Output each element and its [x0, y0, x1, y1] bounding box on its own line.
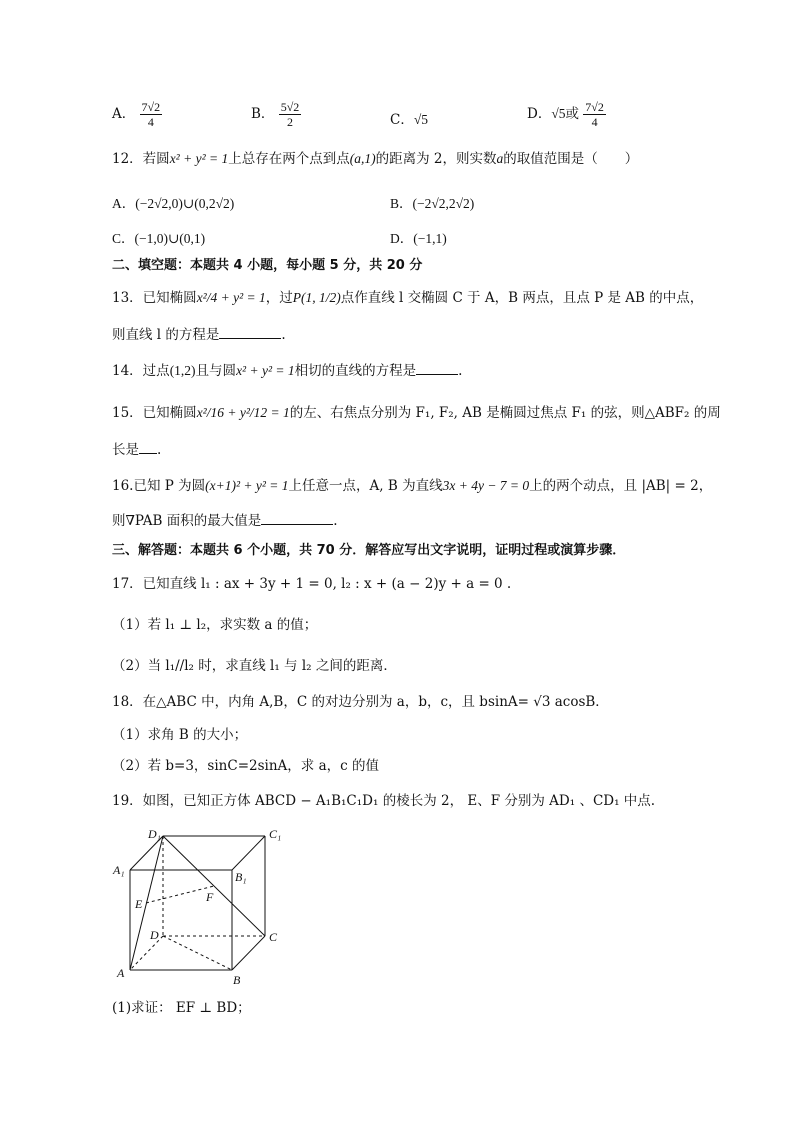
- denominator: 4: [147, 115, 154, 129]
- section-heading-solutions: 三、解答题：本题共 6 个小题，共 70 分．解答应写出文字说明，证明过程或演算步骤．: [112, 543, 626, 558]
- edge-d1a1: [130, 836, 163, 870]
- point: (a,1): [349, 151, 376, 166]
- denominator: 4: [591, 115, 598, 129]
- label-d1: D₁: [148, 827, 161, 841]
- ellipse-equation: x²/4 + y² = 1: [196, 290, 266, 305]
- text: 上总存在两个点到点: [228, 151, 350, 167]
- q17-part1: （1）若 l₁ ⊥ l₂，求实数 a 的值；: [112, 617, 318, 633]
- text: 点作直线 l 交椭圆 C 于 A，B 两点，且点 P 是 AB 的中点，: [340, 290, 704, 306]
- label-c1: C₁: [269, 827, 282, 841]
- edge-c1b1: [232, 836, 265, 870]
- q17-part2: （2）当 l₁//l₂ 时，求直线 l₁ 与 l₂ 之间的距离．: [112, 658, 397, 674]
- option-label: A．: [112, 106, 136, 122]
- text: 长是: [112, 442, 139, 458]
- text: 相切的直线的方程是: [294, 363, 417, 379]
- q11-option-d: [527, 100, 606, 129]
- q18-part2: （2）若 b=3，sinC=2sinA，求 a，c 的值: [112, 758, 379, 774]
- option-label: C．: [390, 112, 414, 128]
- numerator: 7√2: [141, 100, 161, 114]
- q12-option-d: D．(−1,1): [390, 231, 447, 246]
- q15-stem: [112, 403, 721, 423]
- q11-option-c: [390, 108, 428, 128]
- label-a: A: [117, 966, 125, 980]
- q14-stem: 14．过点(1,2)且与圆x² + y² = 1相切的直线的方程是 .: [112, 363, 463, 379]
- option-value: √5: [413, 112, 429, 127]
- point: (1,2): [169, 363, 196, 378]
- q18-part1: （1）求角 B 的大小；: [112, 727, 248, 743]
- cube-figure: [108, 822, 288, 992]
- text: 12．若圆: [112, 151, 170, 167]
- text: 的取值范围是（ ）: [503, 151, 639, 167]
- point: P(1, 1/2): [292, 290, 341, 305]
- diag-db: [163, 936, 232, 970]
- text: 则∇PAB 面积的最大值是: [112, 513, 262, 529]
- option-label: D．: [527, 106, 552, 122]
- label-a1: A₁: [113, 863, 125, 877]
- segment-ef: [146, 886, 214, 903]
- text: 15．已知椭圆: [112, 405, 197, 421]
- q13-stem: [112, 288, 703, 308]
- section-heading-fill-in: 二、填空题：本题共 4 小题，每小题 5 分，共 20 分: [112, 258, 423, 273]
- label-e: E: [135, 897, 143, 911]
- answer-blank: [219, 326, 281, 339]
- q16-line2: 则∇PAB 面积的最大值是 .: [112, 513, 338, 529]
- text: 16.已知 P 为圆: [112, 478, 206, 494]
- q19-part1: (1)求证： EF ⊥ BD；: [112, 1000, 251, 1016]
- fraction: [583, 100, 606, 129]
- text: 的左、右焦点分别为 F₁, F₂, AB 是椭圆过焦点 F₁ 的弦，则△ABF₂ 的周: [289, 405, 721, 421]
- text: 上任意一点，A, B 为直线: [288, 478, 443, 494]
- text: 14．过点: [112, 363, 170, 379]
- q12-stem: [112, 149, 638, 169]
- label-b1: B₁: [235, 870, 247, 884]
- q12-option-c: C．(−1,0)∪(0,1): [112, 231, 206, 246]
- q12-option-a: A．(−2√2,0)∪(0,2√2): [112, 196, 235, 211]
- text: 且与圆: [195, 363, 237, 379]
- label-c: C: [269, 930, 278, 944]
- answer-blank: [139, 441, 157, 454]
- q11-option-a: [112, 100, 162, 129]
- q17-stem: 17．已知直线 l₁ : ax + 3y + 1 = 0, l₂ : x + (a − 2)y + a = 0 .: [112, 576, 512, 592]
- diag-d1c: [163, 836, 265, 936]
- q19-stem: 19．如图，已知正方体 ABCD − A₁B₁C₁D₁ 的棱长为 2， E、F 分别为 AD₁ 、CD₁ 中点.: [112, 793, 656, 809]
- text: 则直线 l 的方程是: [112, 327, 220, 343]
- circle-equation: (x+1)² + y² = 1: [205, 478, 289, 493]
- q13-line2: 则直线 l 的方程是 .: [112, 327, 286, 343]
- option-value: √5: [551, 106, 566, 121]
- text: ，过: [265, 290, 293, 306]
- text: 上的两个动点，且 |AB| = 2，: [529, 478, 713, 494]
- q12-option-b: B．(−2√2,2√2): [390, 196, 475, 211]
- label-d: D: [150, 928, 159, 942]
- line-equation: 3x + 4y − 7 = 0: [442, 478, 530, 493]
- label-f: F: [206, 890, 214, 904]
- answer-blank: [261, 512, 333, 525]
- ellipse-equation: x²/16 + y²/12 = 1: [196, 405, 290, 420]
- denominator: 2: [287, 115, 294, 129]
- numerator: 7√2: [585, 100, 604, 114]
- circle-equation: x² + y² = 1: [169, 151, 229, 166]
- circle-equation: x² + y² = 1: [236, 363, 295, 378]
- fraction: [279, 100, 302, 129]
- edge-bc: [232, 936, 265, 970]
- answer-blank: [416, 362, 458, 375]
- option-label: B．: [251, 106, 275, 122]
- q16-stem: [112, 476, 712, 496]
- q15-line2: 长是 .: [112, 442, 162, 458]
- q11-option-b: [251, 100, 301, 129]
- numerator: 5√2: [280, 100, 300, 114]
- q18-stem: 18．在△ABC 中，内角 A,B，C 的对边分别为 a，b，c，且 bsinA= √3 acosB．: [112, 694, 609, 710]
- text: 13．已知椭圆: [112, 290, 197, 306]
- or-word: 或: [565, 106, 579, 122]
- label-b: B: [233, 973, 241, 987]
- variable: a: [496, 151, 504, 166]
- fraction: [140, 100, 163, 129]
- text: 的距离为 2，则实数: [375, 151, 497, 167]
